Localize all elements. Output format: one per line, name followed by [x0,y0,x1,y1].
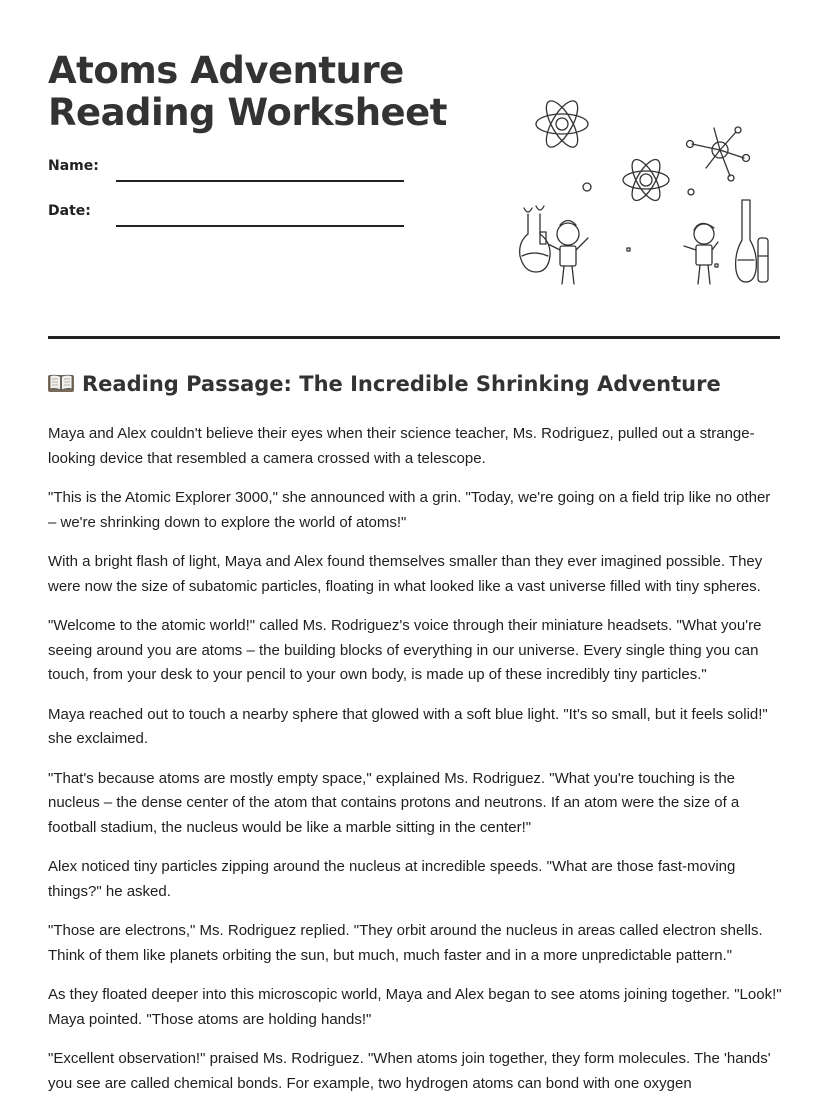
title-line-2: Reading Worksheet [48,91,447,134]
open-book-icon [48,373,74,393]
header-divider [48,336,780,339]
passage-paragraph: With a bright flash of light, Maya and Alex found themselves smaller than they ever imagined possible. They were now the size of subatomic particles, floating in what looked like a vast universe filled with tiny spheres. [48,553,763,595]
passage-paragraph: Maya reached out to touch a nearby sphere that glowed with a soft blue light. "It's so small, but it feels solid!" she exclaimed. [48,705,768,747]
passage-paragraph: Alex noticed tiny particles zipping around the nucleus at incredible speeds. "What are those fast-moving things?" he asked. [48,858,736,900]
date-label: Date: [48,203,91,219]
reading-passage-title: Reading Passage: The Incredible Shrinking Adventure [82,372,721,396]
passage-paragraph: "Welcome to the atomic world!" called Ms. Rodriguez's voice through their miniature headsets. "What you're seeing around you are atoms – the building blocks of everything in our universe. Every single thing you can touch, from your desk to your pencil to your own body, is made up of these incredibly tiny particles." [48,617,762,683]
title-line-1: Atoms Adventure [48,49,404,92]
worksheet-title [48,50,468,134]
passage-paragraph: "This is the Atomic Explorer 3000," she announced with a grin. "Today, we're going on a field trip like no other – we're shrinking down to explore the world of atoms!" [48,489,771,531]
passage-paragraph: "Those are electrons," Ms. Rodriguez replied. "They orbit around the nucleus in areas called electron shells. Think of them like planets orbiting the sun, but much, much faster and in a more unpredictable pattern." [48,922,763,964]
name-field[interactable] [48,158,408,182]
reading-passage [48,422,782,1111]
passage-paragraph: "Excellent observation!" praised Ms. Rodriguez. "When atoms join together, they form molecules. The 'hands' you see are called chemical bonds. For example, two hydrogen atoms can bond with one oxygen [48,1050,771,1092]
science-kids-doodle-icon [510,84,780,292]
molecule-doodle-icon [687,127,750,181]
reading-passage-heading [48,372,788,396]
passage-paragraph: "That's because atoms are mostly empty space," explained Ms. Rodriguez. "What you're touching is the nucleus – the dense center of the atom that contains protons and neutrons. If an atom were the size of a football stadium, the nucleus would be like a marble sitting in the center!" [48,769,740,836]
name-label: Name: [48,158,99,174]
beaker-doodle-icon [736,200,768,282]
child-doodle-icon [540,221,588,285]
atom-doodle-icon [623,156,669,205]
date-input-line[interactable] [116,225,404,227]
name-input-line[interactable] [116,180,404,182]
passage-paragraph: As they floated deeper into this microscopic world, Maya and Alex began to see atoms joining together. "Look!" Maya pointed. "Those atoms are holding hands!" [48,986,782,1028]
date-field[interactable] [48,203,408,227]
passage-paragraph: Maya and Alex couldn't believe their eyes when their science teacher, Ms. Rodriguez, pulled out a strange-looking device that resembled a camera crossed with a telescope. [48,425,755,467]
atom-doodle-icon [536,96,588,151]
child-doodle-icon [684,223,718,284]
